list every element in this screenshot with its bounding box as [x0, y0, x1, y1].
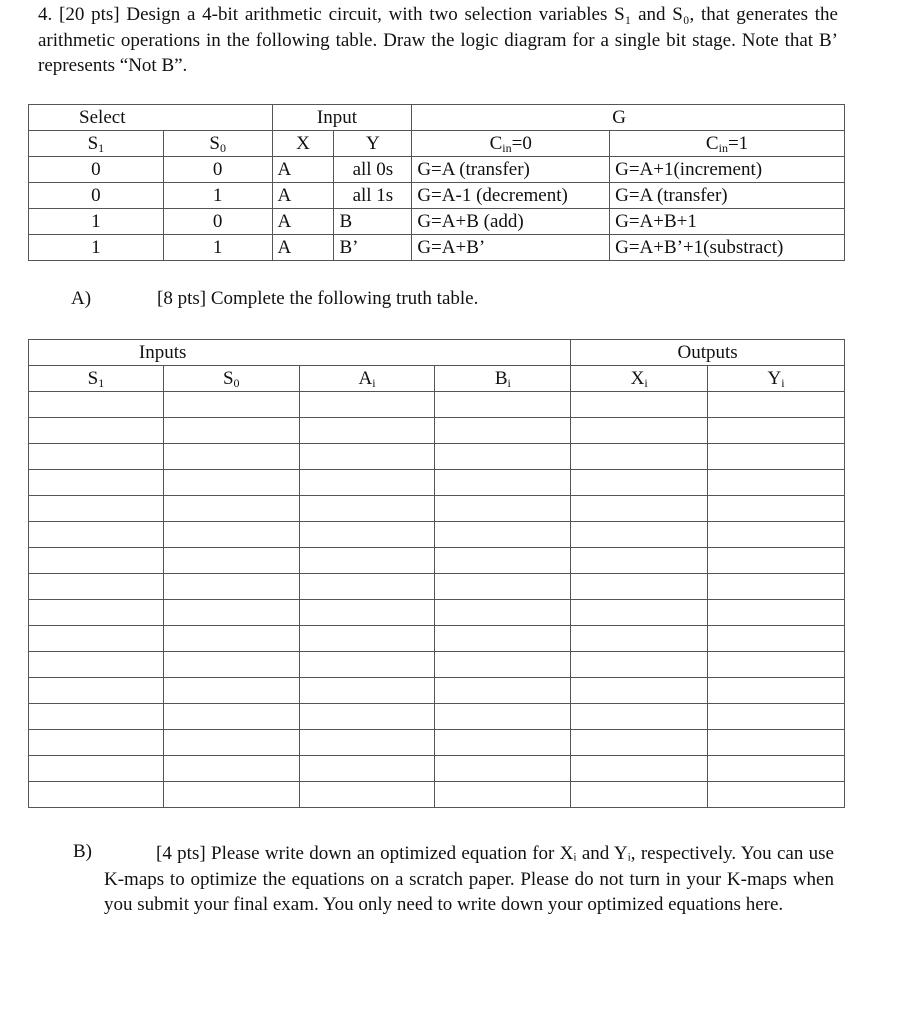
truth-table-cell[interactable]	[435, 470, 571, 496]
table-row[interactable]	[29, 652, 845, 678]
truth-table-cell[interactable]	[708, 496, 845, 522]
truth-table-cell[interactable]	[299, 444, 435, 470]
truth-table-cell[interactable]	[299, 626, 435, 652]
truth-table-cell[interactable]	[708, 704, 845, 730]
part-a-text: [8 pts] Complete the following truth table.	[157, 288, 479, 309]
truth-table-cell[interactable]	[29, 418, 164, 444]
truth-table-cell[interactable]	[708, 782, 845, 808]
problem-statement: 4. [20 pts] Design a 4-bit arithmetic circuit, with two selection variables S₁ and S₀, that generates the arithmetic operations in the following table. Draw the logic diagram for a single bit stage. Note that B’ represents “Not B”.	[38, 4, 838, 76]
cell-s0: 0	[163, 209, 272, 235]
truth-table-cell[interactable]	[163, 626, 299, 652]
truth-table	[28, 339, 845, 808]
cell-y: B’	[334, 235, 412, 261]
outputs-group-header: Outputs	[571, 340, 845, 366]
truth-table-cell[interactable]	[29, 626, 164, 652]
truth-table-cell[interactable]	[571, 600, 708, 626]
col-header-s1: $S_1$	[29, 366, 164, 392]
cell-cin1: G=A+B+1	[610, 209, 845, 235]
truth-table-cell[interactable]	[299, 522, 435, 548]
truth-table-cell[interactable]	[435, 652, 571, 678]
cell-s1: 1	[29, 235, 164, 261]
truth-table-cell[interactable]	[435, 626, 571, 652]
truth-table-cell[interactable]	[708, 470, 845, 496]
truth-table-cell[interactable]	[29, 444, 164, 470]
table-row[interactable]	[29, 782, 845, 808]
truth-table-cell[interactable]	[163, 522, 299, 548]
truth-table-cell[interactable]	[435, 782, 571, 808]
truth-table-cell[interactable]	[571, 704, 708, 730]
truth-table-cell[interactable]	[571, 678, 708, 704]
table1-group-header-row	[29, 105, 845, 131]
truth-table-cell[interactable]	[571, 652, 708, 678]
truth-table-cell[interactable]	[571, 626, 708, 652]
truth-table-cell[interactable]	[435, 496, 571, 522]
truth-table-cell[interactable]	[299, 470, 435, 496]
table2-group-header-row	[29, 340, 845, 366]
truth-table-cell[interactable]	[708, 444, 845, 470]
truth-table-cell[interactable]	[708, 600, 845, 626]
cell-cin1: G=A+B’+1(substract)	[610, 235, 845, 261]
truth-table-cell[interactable]	[435, 418, 571, 444]
truth-table-cell[interactable]	[29, 782, 164, 808]
truth-table-cell[interactable]	[163, 756, 299, 782]
col-header-y: Y	[334, 131, 412, 157]
cell-s0: 0	[163, 157, 272, 183]
table-row[interactable]	[29, 574, 845, 600]
truth-table-cell[interactable]	[163, 652, 299, 678]
table-row	[29, 183, 845, 209]
truth-table-cell[interactable]	[163, 470, 299, 496]
truth-table-cell[interactable]	[708, 392, 845, 418]
part-a-label: A)	[71, 288, 92, 309]
truth-table-cell[interactable]	[571, 470, 708, 496]
truth-table-cell[interactable]	[29, 522, 164, 548]
truth-table-cell[interactable]	[708, 652, 845, 678]
cell-y: all 1s	[334, 183, 412, 209]
table2-column-header-row	[29, 366, 845, 392]
col-header-cin0: $C_{in}=0$	[412, 131, 610, 157]
truth-table-cell[interactable]	[29, 730, 164, 756]
col-header-bi: $B_i$	[435, 366, 571, 392]
truth-table-cell[interactable]	[299, 782, 435, 808]
truth-table-cell[interactable]	[163, 574, 299, 600]
table-row	[29, 157, 845, 183]
table-row[interactable]	[29, 626, 845, 652]
truth-table-cell[interactable]	[435, 444, 571, 470]
cell-s1: 1	[29, 209, 164, 235]
truth-table-cell[interactable]	[299, 418, 435, 444]
table-row[interactable]	[29, 756, 845, 782]
truth-table-cell[interactable]	[708, 522, 845, 548]
truth-table-cell[interactable]	[571, 782, 708, 808]
truth-table-cell[interactable]	[299, 574, 435, 600]
truth-table-cell[interactable]	[29, 756, 164, 782]
col-header-xi: $X_i$	[571, 366, 708, 392]
cell-y: B	[334, 209, 412, 235]
truth-table-cell[interactable]	[299, 600, 435, 626]
col-header-cin1: $C_{in}=1$	[610, 131, 845, 157]
col-header-yi: $Y_i$	[708, 366, 845, 392]
truth-table-cell[interactable]	[571, 418, 708, 444]
truth-table-cell[interactable]	[163, 704, 299, 730]
truth-table-cell[interactable]	[163, 730, 299, 756]
truth-table-cell[interactable]	[571, 444, 708, 470]
table-row	[29, 235, 845, 261]
truth-table-cell[interactable]	[299, 496, 435, 522]
cell-cin0: G=A (transfer)	[412, 157, 610, 183]
cell-cin1: G=A (transfer)	[610, 183, 845, 209]
truth-table-cell[interactable]	[29, 678, 164, 704]
truth-table-cell[interactable]	[571, 548, 708, 574]
inputs-group-header: Inputs	[29, 340, 571, 366]
truth-table-cell[interactable]	[571, 496, 708, 522]
col-header-s0: $S_0$	[163, 366, 299, 392]
truth-table-cell[interactable]	[299, 652, 435, 678]
truth-table-cell[interactable]	[571, 574, 708, 600]
truth-table-cell[interactable]	[435, 574, 571, 600]
truth-table-cell[interactable]	[435, 678, 571, 704]
cell-cin0: G=A+B (add)	[412, 209, 610, 235]
truth-table-cell[interactable]	[163, 392, 299, 418]
truth-table-cell[interactable]	[29, 470, 164, 496]
truth-table-cell[interactable]	[163, 418, 299, 444]
truth-table-cell[interactable]	[708, 756, 845, 782]
col-header-s0: $S_0$	[163, 131, 272, 157]
truth-table-cell[interactable]	[29, 652, 164, 678]
table1-column-header-row	[29, 131, 845, 157]
truth-table-cell[interactable]	[163, 496, 299, 522]
truth-table-cell[interactable]	[435, 704, 571, 730]
cell-cin1: G=A+1(increment)	[610, 157, 845, 183]
input-group-header: Input	[272, 105, 412, 131]
cell-s1: 0	[29, 183, 164, 209]
truth-table-cell[interactable]	[163, 678, 299, 704]
table-row[interactable]	[29, 678, 845, 704]
part-b-text-body: [4 pts] Please write down an optimized equation for Xᵢ and Yᵢ, respectively. You can use K-maps to optimize the equations on a scratch paper. Please do not turn in your K-maps when you submit your final exam. You only need to write down your optimized equations here.	[104, 843, 834, 915]
truth-table-cell[interactable]	[435, 730, 571, 756]
table-row[interactable]	[29, 392, 845, 418]
cell-cin0: G=A-1 (decrement)	[412, 183, 610, 209]
g-group-header: G	[412, 105, 845, 131]
col-header-s1: $S_1$	[29, 131, 164, 157]
truth-table-cell[interactable]	[708, 730, 845, 756]
operations-table	[28, 104, 845, 261]
cell-x: A	[272, 209, 334, 235]
table-row[interactable]	[29, 418, 845, 444]
truth-table-cell[interactable]	[299, 756, 435, 782]
truth-table-cell[interactable]	[29, 600, 164, 626]
truth-table-cell[interactable]	[163, 548, 299, 574]
col-header-ai: $A_i$	[299, 366, 435, 392]
truth-table-cell[interactable]	[299, 392, 435, 418]
cell-y: all 0s	[334, 157, 412, 183]
table-row[interactable]	[29, 548, 845, 574]
truth-table-cell[interactable]	[163, 444, 299, 470]
table-row[interactable]	[29, 600, 845, 626]
truth-table-cell[interactable]	[299, 704, 435, 730]
table-row[interactable]	[29, 730, 845, 756]
truth-table-cell[interactable]	[571, 392, 708, 418]
truth-table-cell[interactable]	[708, 626, 845, 652]
truth-table-cell[interactable]	[708, 548, 845, 574]
table-row[interactable]	[29, 470, 845, 496]
truth-table-cell[interactable]	[29, 496, 164, 522]
table-row[interactable]	[29, 704, 845, 730]
cell-x: A	[272, 235, 334, 261]
cell-x: A	[272, 183, 334, 209]
part-b-label: B)	[73, 841, 92, 862]
cell-x: A	[272, 157, 334, 183]
truth-table-cell[interactable]	[29, 704, 164, 730]
select-group-header: Select	[29, 105, 273, 131]
truth-table-cell[interactable]	[571, 522, 708, 548]
cell-s0: 1	[163, 235, 272, 261]
truth-table-cell[interactable]	[29, 548, 164, 574]
truth-table-cell[interactable]	[299, 678, 435, 704]
col-header-x: X	[272, 131, 334, 157]
table-row[interactable]	[29, 522, 845, 548]
truth-table-cell[interactable]	[435, 522, 571, 548]
truth-table-cell[interactable]	[708, 418, 845, 444]
truth-table-cell[interactable]	[435, 392, 571, 418]
truth-table-cell[interactable]	[163, 782, 299, 808]
table-row[interactable]	[29, 496, 845, 522]
table-row	[29, 209, 845, 235]
truth-table-cell[interactable]	[435, 600, 571, 626]
cell-s0: 1	[163, 183, 272, 209]
truth-table-cell[interactable]	[435, 548, 571, 574]
truth-table-cell[interactable]	[708, 678, 845, 704]
truth-table-cell[interactable]	[435, 756, 571, 782]
truth-table-cell[interactable]	[299, 730, 435, 756]
truth-table-cell[interactable]	[571, 756, 708, 782]
truth-table-cell[interactable]	[299, 548, 435, 574]
truth-table-cell[interactable]	[571, 730, 708, 756]
truth-table-cell[interactable]	[708, 574, 845, 600]
cell-s1: 0	[29, 157, 164, 183]
truth-table-cell[interactable]	[29, 392, 164, 418]
part-b-text	[104, 841, 834, 918]
truth-table-cell[interactable]	[163, 600, 299, 626]
truth-table-cell[interactable]	[29, 574, 164, 600]
table-row[interactable]	[29, 444, 845, 470]
cell-cin0: G=A+B’	[412, 235, 610, 261]
